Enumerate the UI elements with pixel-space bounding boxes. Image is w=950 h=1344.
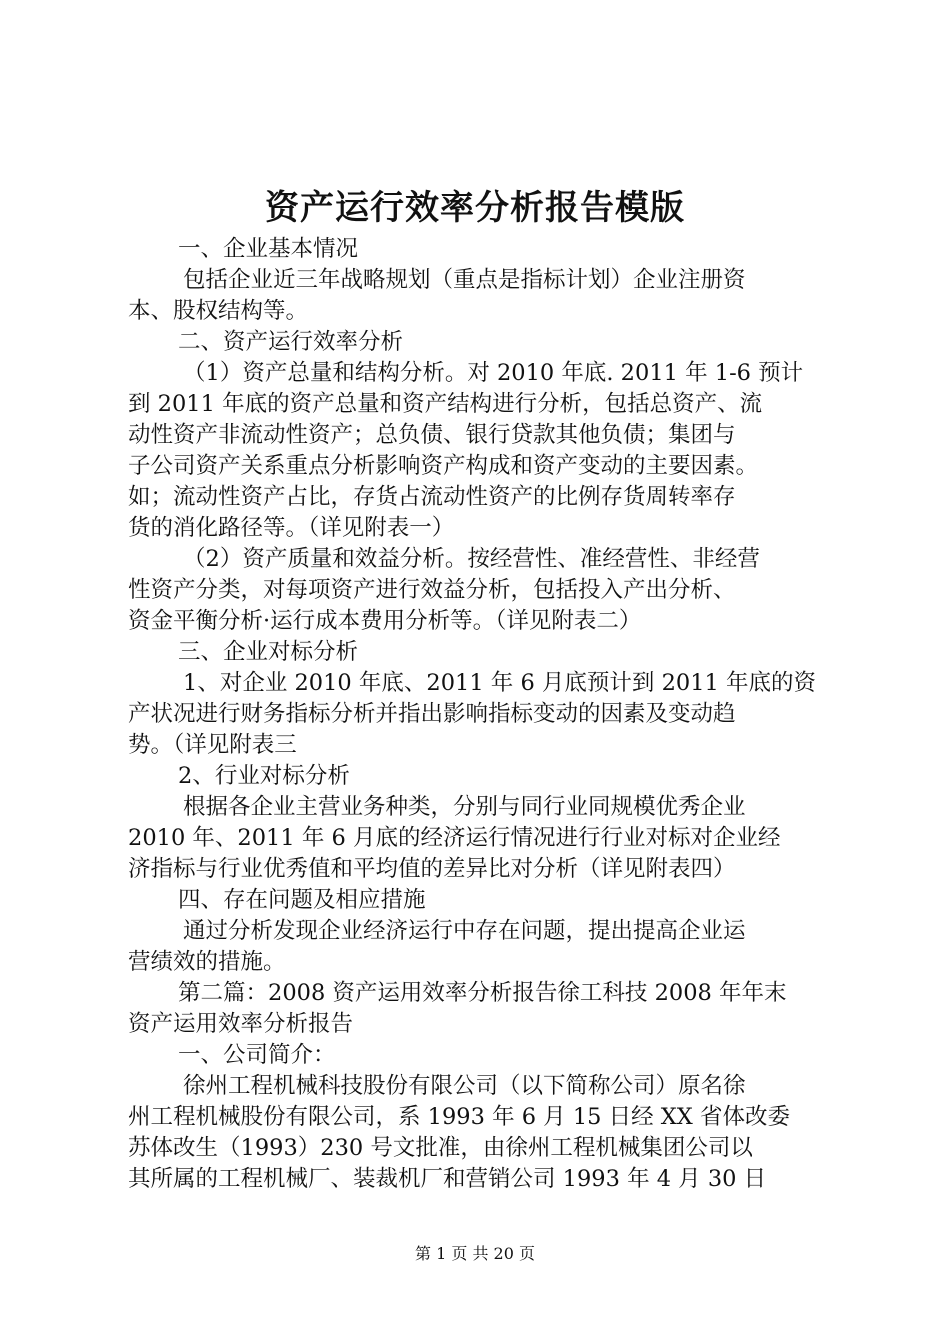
paragraph-line: （1）资产总量和结构分析。对 2010 年底. 2011 年 1-6 预计 [183,360,804,386]
paragraph-line: 1、对企业 2010 年底、2011 年 6 月底预计到 2011 年底的资 [183,670,816,696]
paragraph-line: 苏体改生（1993）230 号文批准，由徐州工程机械集团公司以 [128,1135,753,1161]
document-body [128,234,832,1195]
paragraph-line: 2010 年、2011 年 6 月底的经济运行情况进行行业对标对企业经 [128,825,781,851]
paragraph-line: 通过分析发现企业经济运行中存在问题，提出提高企业运 [183,918,746,944]
paragraph-line: 根据各企业主营业务种类，分别与同行业同规模优秀企业 [183,794,746,820]
paragraph-line: 营绩效的措施。 [128,949,286,975]
paragraph-line: 如；流动性资产占比，存货占流动性资产的比例存货周转率存 [128,484,736,510]
heading-section-3: 三、企业对标分析 [178,639,359,665]
paragraph-line: 其所属的工程机械厂、装裁机厂和营销公司 1993 年 4 月 30 日 [128,1166,767,1192]
paragraph-line: （2）资产质量和效益分析。按经营性、准经营性、非经营 [183,546,760,572]
paragraph-line: 势。（详见附表三 [128,732,297,758]
paragraph-line: 到 2011 年底的资产总量和资产结构进行分析，包括总资产、流 [128,391,763,417]
paragraph-line: 第二篇：2008 资产运用效率分析报告徐工科技 2008 年年末 [178,980,787,1006]
paragraph-line: 性资产分类，对每项资产进行效益分析，包括投入产出分析、 [128,577,736,603]
heading-company-intro: 一、公司简介： [178,1042,336,1068]
paragraph-line: 资金平衡分析·运行成本费用分析等。（详见附表二） [128,608,642,634]
paragraph-line: 济指标与行业优秀值和平均值的差异比对分析（详见附表四） [128,856,736,882]
paragraph-line: 货的消化路径等。（详见附表一） [128,515,455,541]
paragraph-line: 子公司资产关系重点分析影响资产构成和资产变动的主要因素。 [128,453,759,479]
paragraph-line: 州工程机械股份有限公司，系 1993 年 6 月 15 日经 XX 省体改委 [128,1104,790,1130]
paragraph-line: 徐州工程机械科技股份有限公司（以下简称公司）原名徐 [183,1073,746,1099]
paragraph-line: 包括企业近三年战略规划（重点是指标计划）企业注册资 [183,267,746,293]
paragraph-line: 本、股权结构等。 [128,298,309,324]
paragraph-line: 产状况进行财务指标分析并指出影响指标变动的因素及变动趋 [128,701,736,727]
heading-section-4: 四、存在问题及相应措施 [178,887,426,913]
paragraph-line: 资产运用效率分析报告 [128,1011,354,1037]
page-number: 第 1 页 共 20 页 [415,1244,535,1263]
document-title: 资产运行效率分析报告模版 [265,188,685,228]
heading-section-2: 二、资产运行效率分析 [178,329,404,355]
subheading: 2、行业对标分析 [178,763,350,789]
paragraph-line: 动性资产非流动性资产；总负债、银行贷款其他负债；集团与 [128,422,736,448]
heading-section-1: 一、企业基本情况 [178,236,359,262]
